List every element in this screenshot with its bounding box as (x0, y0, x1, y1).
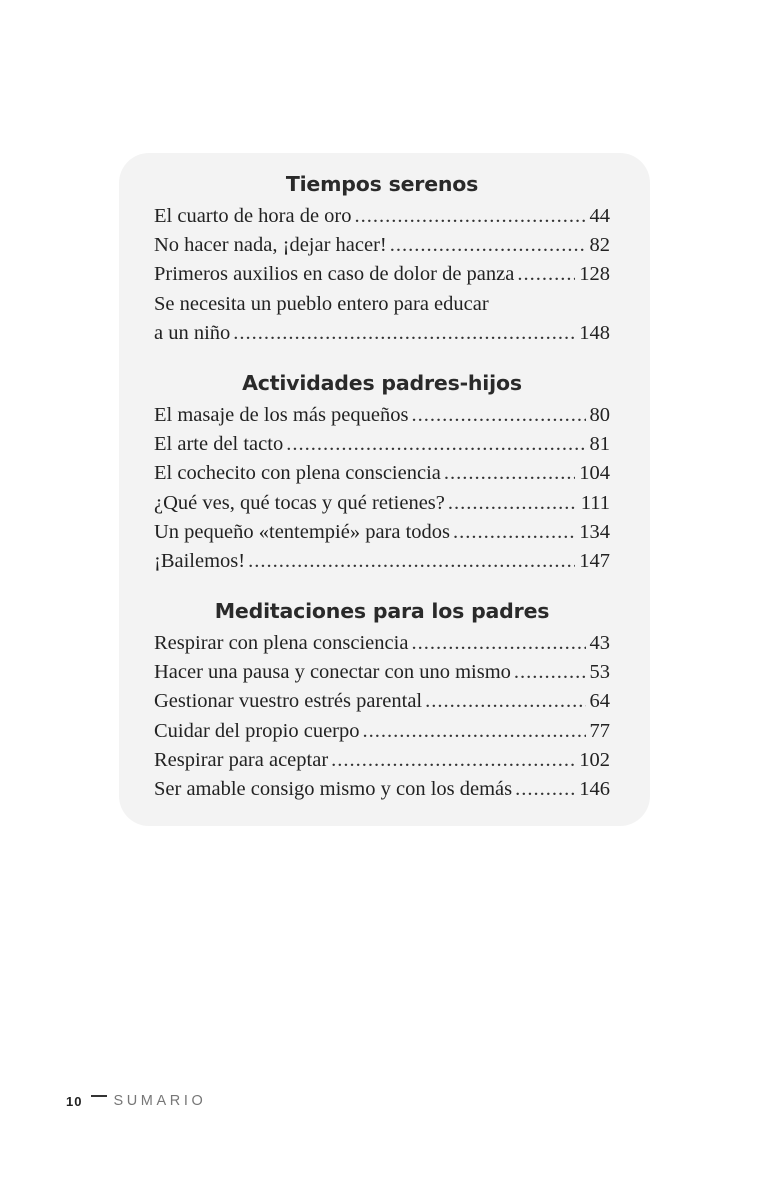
toc-entry (154, 687, 610, 716)
entry-page-number: 80 (589, 404, 610, 426)
toc-entry (154, 489, 610, 518)
entry-title: Ser amable consigo mismo y con los demás (154, 777, 513, 800)
entry-title: No hacer nada, ¡dejar hacer! (154, 234, 387, 257)
entry-title: Un pequeño «tentempié» para todos (154, 520, 451, 543)
dot-leader (286, 430, 585, 459)
toc-entry (154, 717, 610, 746)
dot-leader (233, 319, 575, 348)
entry-page-number: 128 (579, 263, 610, 286)
dot-leader (448, 489, 577, 518)
entry-title-line-1: Se necesita un pueblo entero para educar (154, 292, 489, 315)
table-of-contents-box (119, 153, 650, 826)
dot-leader (444, 459, 575, 488)
toc-entry (154, 459, 610, 488)
dot-leader (515, 775, 575, 804)
entry-page-number: 102 (579, 748, 610, 771)
toc-entry (154, 518, 610, 547)
entry-title: El cochecito con plena consciencia (154, 462, 441, 485)
dot-leader (411, 629, 585, 658)
toc-entry (154, 430, 610, 459)
footer-page-number: 10 (66, 1093, 83, 1109)
entry-title: Hacer una pausa y conectar con uno mismo (154, 661, 511, 684)
dot-leader (453, 518, 575, 547)
entry-page-number: 146 (579, 777, 610, 800)
entry-page-number: 82 (589, 234, 610, 257)
entry-title-line-2: a un niño (154, 321, 231, 344)
toc-entry (154, 231, 610, 260)
section-title: Actividades padres-hijos (242, 371, 522, 395)
entry-page-number: 77 (589, 719, 610, 742)
entry-page-number: 147 (579, 549, 610, 572)
toc-section-meditaciones-para-los-padres (154, 595, 610, 804)
entry-page-number: 64 (589, 690, 610, 713)
entry-page-number: 81 (589, 433, 610, 456)
toc-section-tiempos-serenos (154, 168, 610, 348)
dot-leader (390, 231, 586, 260)
toc-entry (154, 202, 610, 231)
entry-title: Primeros auxilios en caso de dolor de panza (154, 263, 515, 286)
footer-section-label: SUMARIO (113, 1093, 207, 1109)
toc-entry (154, 629, 610, 658)
toc-entry (154, 746, 610, 775)
toc-entry (154, 775, 610, 804)
entry-title: Gestionar vuestro estrés parental (154, 690, 423, 713)
entry-title: Respirar para aceptar (154, 748, 329, 771)
entry-page-number: 134 (579, 520, 610, 543)
toc-entry (154, 260, 610, 289)
dot-leader (363, 717, 586, 746)
entry-page-number: 53 (589, 661, 610, 684)
page-footer (66, 1089, 206, 1113)
toc-entry (154, 658, 610, 687)
toc-entry (154, 547, 610, 576)
toc-entry (154, 290, 610, 348)
entry-page-number: 111 (580, 491, 610, 514)
entry-title: Cuidar del propio cuerpo (154, 719, 360, 742)
footer-dash (91, 1095, 107, 1097)
toc-entry (154, 401, 610, 430)
entry-second-line (154, 319, 610, 348)
entry-title: ¡Bailemos! (154, 549, 246, 572)
dot-leader (355, 202, 586, 231)
dot-leader (411, 401, 585, 430)
dot-leader (248, 547, 575, 576)
entry-page-number: 104 (579, 462, 610, 485)
section-title: Tiempos serenos (285, 172, 479, 196)
entry-title: ¿Qué ves, qué tocas y qué retienes? (154, 491, 445, 514)
dot-leader (517, 260, 575, 289)
entry-title: El masaje de los más pequeños (154, 404, 409, 426)
toc-section-actividades-padres-hijos (154, 367, 610, 576)
entry-page-number: 148 (579, 321, 610, 344)
section-title: Meditaciones para los padres (214, 599, 550, 623)
dot-leader (425, 687, 585, 716)
entry-page-number: 44 (589, 205, 610, 227)
entry-title: El arte del tacto (154, 433, 284, 456)
dot-leader (514, 658, 586, 687)
entry-title: Respirar con plena consciencia (154, 632, 409, 654)
entry-page-number: 43 (589, 632, 610, 654)
entry-title: El cuarto de hora de oro (154, 205, 352, 227)
dot-leader (331, 746, 575, 775)
